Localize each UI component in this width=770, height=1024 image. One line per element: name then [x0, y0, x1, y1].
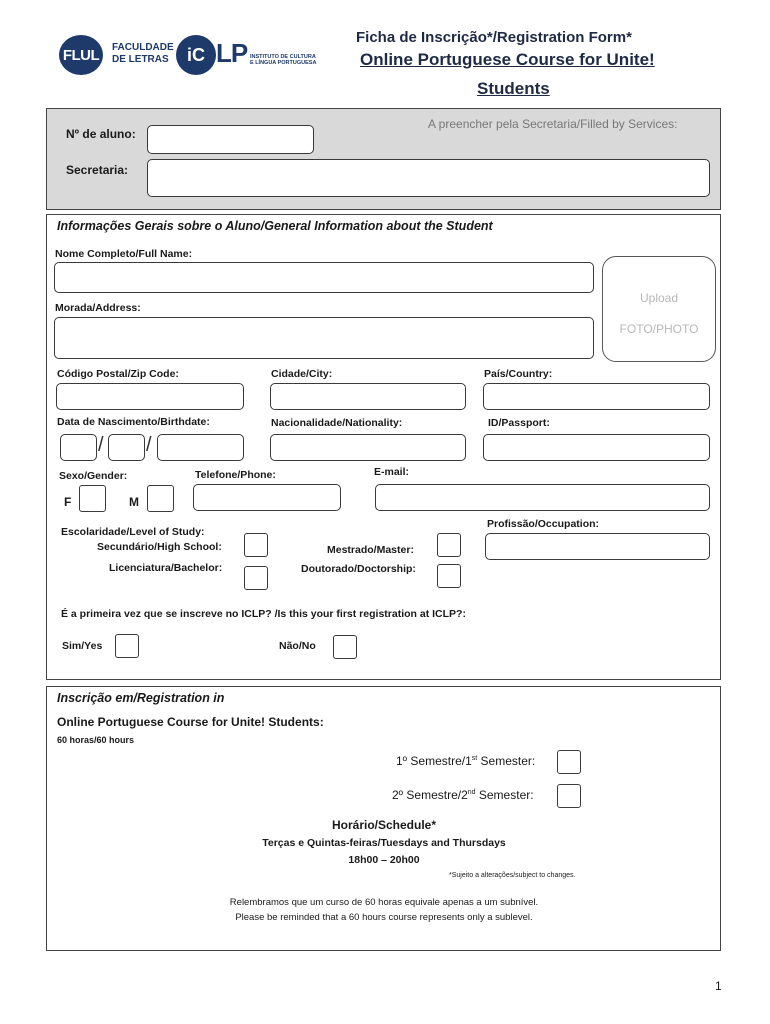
phone-label: Telefone/Phone:	[195, 469, 276, 481]
schedule-days: Terças e Quintas-feiras/Tuesdays and Thursdays	[262, 837, 506, 849]
doctorate-checkbox[interactable]	[437, 564, 461, 588]
high-school-label: Secundário/High School:	[97, 541, 222, 553]
gender-m-label: M	[129, 495, 139, 509]
course-title-students: Students	[477, 79, 550, 98]
student-number-field[interactable]	[147, 125, 314, 154]
country-label: País/Country:	[484, 368, 553, 380]
master-label: Mestrado/Master:	[327, 544, 414, 556]
semester-1-label	[396, 754, 535, 768]
study-level-label: Escolaridade/Level of Study:	[61, 526, 205, 538]
flul-logo: FLUL	[59, 35, 103, 75]
yes-label: Sim/Yes	[62, 640, 103, 652]
schedule-title: Horário/Schedule*	[331, 818, 437, 832]
occupation-label: Profissão/Occupation:	[487, 518, 600, 530]
birth-year-field[interactable]	[157, 434, 244, 461]
course-hours: 60 horas/60 hours	[57, 735, 135, 745]
no-label: Não/No	[279, 640, 316, 652]
photo-upload-label: Upload	[639, 291, 679, 305]
full-name-label: Nome Completo/Full Name:	[55, 248, 193, 260]
birth-month-field[interactable]	[108, 434, 145, 461]
semester-1-checkbox[interactable]	[557, 750, 581, 774]
iclp-logo-text: INSTITUTO DE CULTURA E LÍNGUA PORTUGUESA	[250, 54, 317, 66]
full-name-field[interactable]	[54, 262, 594, 293]
form-title: Ficha de Inscrição*/Registration Form*	[356, 29, 632, 46]
iclp-logo-rest: LP	[216, 38, 248, 68]
country-field[interactable]	[483, 383, 710, 410]
zip-label: Código Postal/Zip Code:	[57, 368, 179, 380]
gender-f-checkbox[interactable]	[79, 485, 106, 512]
bachelor-label: Licenciatura/Bachelor:	[109, 562, 223, 574]
page-number: 1	[715, 979, 722, 993]
semester-1-text: 1º Semestre/1	[396, 754, 472, 768]
date-separator: /	[146, 434, 152, 456]
course-title: Online Portuguese Course for Unite!	[360, 50, 655, 69]
student-number-label: Nº de aluno:	[66, 127, 136, 141]
course-name: Online Portuguese Course for Unite! Students:	[57, 715, 324, 729]
schedule-time: 18h00 – 20h00	[348, 854, 420, 866]
yes-checkbox[interactable]	[115, 634, 139, 658]
semester-1-sup: st	[471, 755, 478, 762]
gender-f-label: F	[64, 495, 72, 509]
iclp-logo: iC	[176, 35, 216, 75]
master-checkbox[interactable]	[437, 533, 461, 557]
zip-field[interactable]	[56, 383, 244, 410]
no-checkbox[interactable]	[333, 635, 357, 659]
passport-field[interactable]	[483, 434, 710, 461]
email-field[interactable]	[375, 484, 710, 511]
reminder-en: Please be reminded that a 60 hours course represents only a sublevel.	[235, 912, 533, 923]
flul-logo-text: FACULDADE DE LETRAS	[112, 42, 174, 65]
semester-2-tail: Semester:	[475, 788, 534, 802]
semester-2-sup: nd	[467, 789, 476, 796]
bachelor-checkbox[interactable]	[244, 566, 268, 590]
phone-field[interactable]	[193, 484, 341, 511]
general-info-title: Informações Gerais sobre o Aluno/General Information about the Student	[57, 219, 493, 233]
semester-2-label	[392, 788, 534, 802]
occupation-field[interactable]	[485, 533, 710, 560]
secretaria-field[interactable]	[147, 159, 710, 197]
semester-2-text: 2º Semestre/2	[392, 788, 468, 802]
nationality-field[interactable]	[270, 434, 466, 461]
doctorate-label: Doutorado/Doctorship:	[301, 563, 416, 575]
gender-label: Sexo/Gender:	[59, 470, 128, 482]
schedule-note: *Sujeito a alterações/subject to changes.	[449, 872, 576, 879]
passport-label: ID/Passport:	[488, 417, 550, 429]
gender-m-checkbox[interactable]	[147, 485, 174, 512]
photo-upload[interactable]	[602, 256, 716, 362]
address-field[interactable]	[54, 317, 594, 359]
city-label: Cidade/City:	[271, 368, 333, 380]
birthdate-label: Data de Nascimento/Birthdate:	[57, 416, 210, 428]
nationality-label: Nacionalidade/Nationality:	[271, 417, 403, 429]
first-registration-question: É a primeira vez que se inscreve no ICLP? /Is this your first registration at ICLP?:	[61, 608, 466, 620]
date-separator: /	[98, 434, 104, 456]
reminder-pt: Relembramos que um curso de 60 horas equivale apenas a um subnível.	[229, 897, 539, 908]
email-label: E-mail:	[374, 466, 410, 478]
city-field[interactable]	[270, 383, 466, 410]
registration-title: Inscrição em/Registration in	[57, 691, 225, 705]
semester-1-tail: Semester:	[477, 754, 536, 768]
high-school-checkbox[interactable]	[244, 533, 268, 557]
photo-label: FOTO/PHOTO	[619, 322, 699, 336]
address-label: Morada/Address:	[55, 302, 141, 314]
birth-day-field[interactable]	[60, 434, 97, 461]
semester-2-checkbox[interactable]	[557, 784, 581, 808]
services-note: A preencher pela Secretaria/Filled by Services:	[428, 117, 678, 131]
secretaria-label: Secretaria:	[66, 163, 129, 177]
